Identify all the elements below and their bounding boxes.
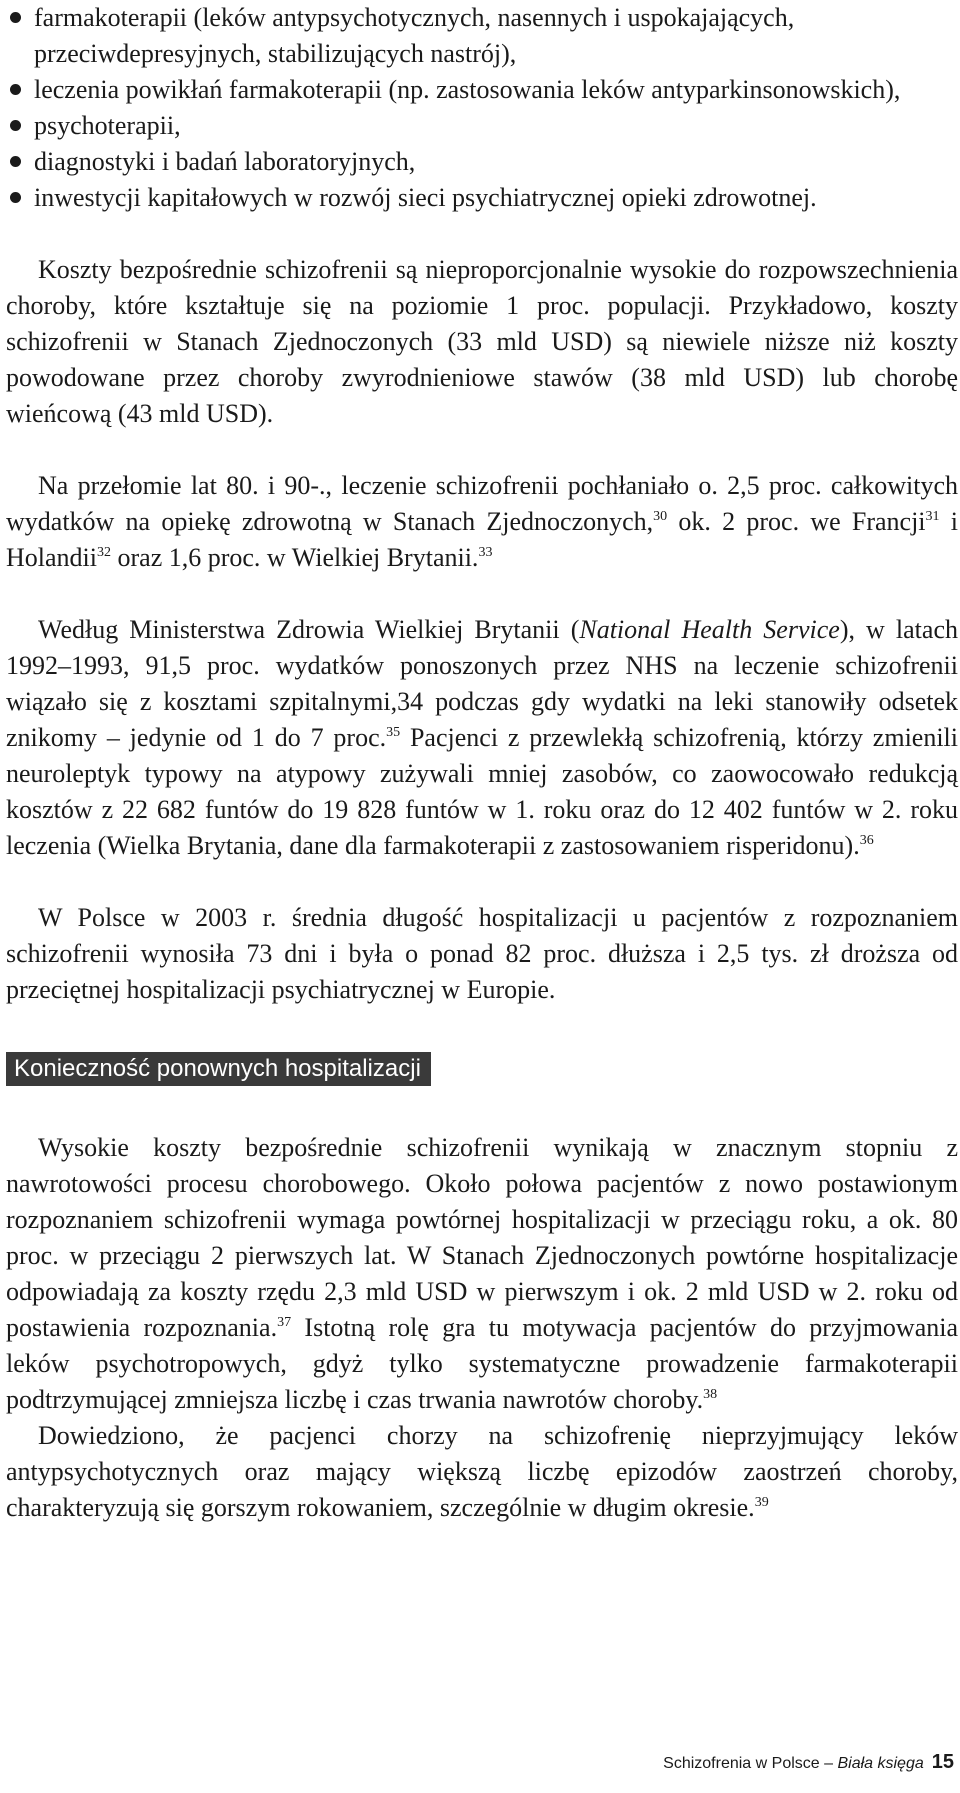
- page-number: 15: [931, 1751, 954, 1773]
- footer-title-italic: Biała księga: [837, 1755, 924, 1772]
- list-item: [6, 180, 958, 216]
- list-item-text: diagnostyki i badań laboratoryjnych,: [34, 147, 416, 176]
- bullet-icon: [10, 12, 21, 23]
- footnote-ref: 33: [478, 545, 493, 560]
- list-item-text: psychoterapii,: [34, 111, 181, 140]
- text: i Holandii: [6, 507, 958, 572]
- page-footer: [663, 1751, 954, 1774]
- text: oraz 1,6 proc. w Wielkiej Brytanii.: [111, 543, 479, 572]
- bullet-icon: [10, 84, 21, 95]
- list-item: [6, 144, 958, 180]
- text: Na przełomie lat 80. i 90-., leczenie schizofrenii pochłaniało o. 2,5 proc. całkowitych wydatków na opiekę zdrowotną w Stanach Zjednoczonych,: [6, 471, 958, 536]
- footnote-ref: 37: [277, 1315, 292, 1330]
- paragraph-spending-share: [6, 468, 958, 576]
- footer-title: Schizofrenia w Polsce –: [663, 1755, 838, 1772]
- text: Wysokie koszty bezpośrednie schizofrenii wynikają w znacznym stopniu z nawrotowości procesu chorobowego. Około połowa pacjentów z nowo postawionym rozpoznaniem schizofrenii wymaga powtórnej hospitalizacji w przeciągu roku, a ok. 80 proc. w przeciągu 2 pierwszych lat. W Stanach Zjednoczonych powtórne hospitalizacje odpowiadają za koszty rzędu 2,3 mld USD w pierwszym i ok. 2 mld USD w 2. roku od postawienia rozpoznania.: [6, 1133, 958, 1342]
- footnote-ref: 38: [703, 1387, 718, 1402]
- footnote-ref: 39: [754, 1495, 769, 1510]
- text: ok. 2 proc. we Francji: [667, 507, 926, 536]
- text: Dowiedziono, że pacjenci chorzy na schizofrenię nieprzyjmujący leków antypsychotycznych oraz mający większą liczbę epizodów zaostrzeń choroby, charakteryzują się gorszym rokowaniem, szczególnie w długim okresie.: [6, 1421, 958, 1522]
- text: Według Ministerstwa Zdrowia Wielkiej Brytanii (: [38, 615, 580, 644]
- footnote-ref: 36: [859, 833, 874, 848]
- text: Istotną rolę gra tu motywacja pacjentów do przyjmowania leków psychotropowych, gdyż tylko systematyczne prowadzenie farmakoterapii podtrzymującej zmniejsza liczbę i czas trwania nawrotów choroby.: [6, 1313, 959, 1414]
- cost-list: [6, 0, 958, 216]
- list-item: [6, 108, 958, 144]
- paragraph-prognosis: [6, 1418, 958, 1526]
- bullet-icon: [10, 156, 21, 167]
- list-item: [6, 72, 958, 108]
- footnote-ref: 32: [97, 545, 111, 560]
- bullet-icon: [10, 192, 21, 203]
- paragraph-direct-costs: Koszty bezpośrednie schizofrenii są nieproporcjonalnie wysokie do rozpowszechnienia choroby, które kształtuje się na poziomie 1 proc. populacji. Przykładowo, koszty schizofrenii w Stanach Zjednoczonych (33 mld USD) są niewiele niższe niż koszty powodowane przez choroby zwyrodnieniowe stawów (38 mld USD) lub chorobę wieńcową (43 mld USD).: [6, 255, 958, 428]
- paragraph-relapse: [6, 1130, 958, 1418]
- section-heading-wrap: [6, 1052, 958, 1086]
- text: ), w latach 1992–1993, 91,5 proc. wydatków ponoszonych przez NHS na leczenie schizofrenii wiązało się z kosztami szpitalnymi,34 podczas gdy wydatki na leki stanowiły odsetek znikomy – jedynie od 1 do 7 proc.: [6, 615, 958, 752]
- paragraph-poland: W Polsce w 2003 r. średnia długość hospitalizacji u pacjentów z rozpoznaniem schizofrenii wynosiła 73 dni i była o ponad 82 proc. dłuższa i 2,5 tys. zł droższa od przeciętnej hospitalizacji psychiatrycznej w Europie.: [6, 903, 958, 1004]
- list-item: [6, 0, 958, 72]
- footnote-ref: 35: [386, 725, 401, 740]
- list-item-text: leczenia powikłań farmakoterapii (np. zastosowania leków antyparkinsonowskich),: [34, 75, 901, 104]
- list-item-text: farmakoterapii (leków antypsychotycznych, nasennych i uspokajających, przeciwdepresyjnych, stabilizujących nastrój),: [34, 3, 795, 68]
- footnote-ref: 30: [653, 509, 668, 524]
- section-heading: Konieczność ponownych hospitalizacji: [6, 1052, 431, 1086]
- paragraph-nhs: [6, 612, 958, 864]
- text: Pacjenci z przewlekłą schizofrenią, którzy zmienili neuroleptyk typowy na atypowy zużywali mniej zasobów, co zaowocowało redukcją kosztów z 22 682 funtów do 19 828 funtów w 1. roku oraz do 12 402 funtów w 2. roku leczenia (Wielka Brytania, dane dla farmakoterapii z zastosowaniem risperidonu).: [6, 723, 958, 860]
- list-item-text: inwestycji kapitałowych w rozwój sieci psychiatrycznej opieki zdrowotnej.: [34, 183, 817, 212]
- bullet-icon: [10, 120, 21, 131]
- text-italic: National Health Service: [579, 615, 840, 644]
- footnote-ref: 31: [925, 509, 940, 524]
- document-page: [6, 0, 958, 1526]
